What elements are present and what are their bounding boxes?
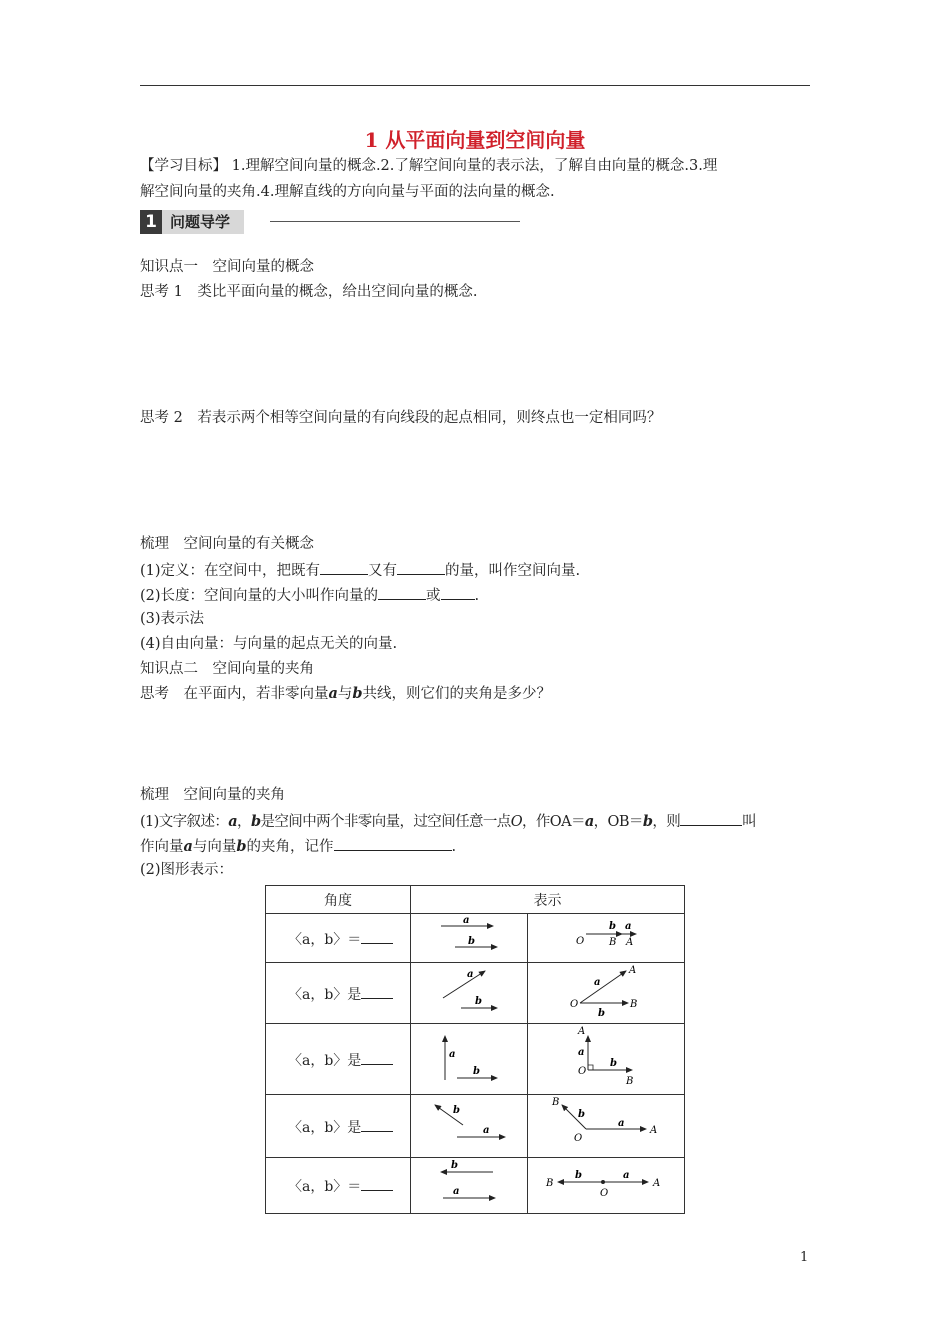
acute-angle-figure	[528, 963, 684, 1023]
label-B: B	[546, 1178, 554, 1189]
label-A: A	[653, 1178, 661, 1189]
representation-line: (3)表示法	[140, 611, 205, 627]
label-A: A	[629, 965, 637, 976]
label-a: a	[623, 1170, 630, 1181]
length-text-a: (2)长度：空间向量的大小叫作向量的	[140, 588, 379, 604]
desc-text-d: ，作OA＝	[522, 814, 585, 830]
label-a: a	[618, 1118, 625, 1129]
angle-figure-cell	[528, 1158, 685, 1214]
vector-b-symbol: b	[250, 813, 261, 830]
label-a: a	[449, 1049, 456, 1060]
vector-figure-cell	[411, 1024, 528, 1095]
definition-text-a: (1)定义：在空间中，把既有	[140, 563, 321, 579]
angle-figure-cell	[528, 1024, 685, 1095]
header-angle: 角度	[266, 886, 411, 914]
obtuse-angle-figure	[528, 1095, 684, 1157]
blank-3[interactable]	[378, 584, 426, 600]
page-number: 1	[800, 1250, 809, 1265]
vector-figure-cell	[411, 914, 528, 963]
vector-b-symbol: b	[236, 838, 247, 855]
think-3-text-a: 思考 在平面内，若非零向量	[140, 686, 329, 702]
vector-figure-cell	[411, 1158, 528, 1214]
row-label: 〈a，b〉是	[288, 1119, 362, 1136]
knowledge-point-1: 知识点一 空间向量的概念	[140, 259, 314, 275]
angle-description-line1	[140, 810, 756, 832]
knowledge-point-2: 知识点二 空间向量的夹角	[140, 661, 314, 677]
perpendicular-vectors	[411, 1024, 527, 1094]
label-o: O	[578, 1066, 587, 1077]
label-b: b	[475, 996, 482, 1007]
label-o: O	[570, 999, 579, 1010]
row-label: 〈a，b〉＝	[288, 1179, 362, 1195]
section-rule	[270, 221, 520, 222]
label-b: b	[468, 936, 475, 947]
acute-vectors	[411, 963, 527, 1023]
desc-text-g: 叫	[742, 814, 757, 830]
label-B: B	[626, 1076, 634, 1087]
definition-text-c: 的量，叫作空间向量.	[445, 563, 581, 579]
definition-text-b: 又有	[368, 563, 398, 579]
blank-5[interactable]	[680, 810, 742, 826]
label-A: A	[626, 937, 634, 948]
same-direction-angle-figure	[528, 914, 684, 962]
label-a: a	[453, 1186, 460, 1197]
table-row	[266, 963, 685, 1024]
desc2-text-a: 作向量	[140, 839, 184, 855]
desc-text-c: 是空间中两个非零向量，过空间任意一点	[260, 814, 511, 830]
obtuse-vectors	[411, 1095, 527, 1157]
angle-description-line2	[140, 835, 456, 857]
label-A: A	[650, 1125, 658, 1136]
figure-representation-label: (2)图形表示：	[140, 862, 234, 878]
blank-4[interactable]	[441, 584, 475, 600]
definition-line	[140, 559, 580, 581]
label-a: a	[463, 915, 470, 926]
page-title: 1 从平面向量到空间向量	[364, 128, 586, 152]
length-line	[140, 584, 479, 606]
think-1: 思考 1 类比平面向量的概念，给出空间向量的概念.	[140, 284, 478, 300]
row-label: 〈a，b〉是	[288, 986, 362, 1003]
vector-b-symbol: b	[642, 813, 653, 830]
blank-2[interactable]	[397, 559, 445, 575]
table-header-row	[266, 886, 685, 914]
row-label-cell	[266, 1095, 411, 1158]
angle-figure-cell	[528, 1095, 685, 1158]
vector-a-symbol: a	[328, 685, 338, 702]
label-b: b	[578, 1109, 585, 1120]
opposite-vectors	[411, 1158, 527, 1213]
think-3	[140, 684, 551, 704]
blank-6[interactable]	[334, 835, 452, 851]
think-2: 思考 2 若表示两个相等空间向量的有向线段的起点相同，则终点也一定相同吗？	[140, 410, 662, 426]
vector-a-symbol: a	[183, 838, 193, 855]
blank-1[interactable]	[320, 559, 368, 575]
angle-table	[265, 885, 685, 1214]
desc-text-b: ，	[237, 814, 251, 830]
summary-2-heading: 梳理 空间向量的夹角	[140, 787, 285, 803]
table-row	[266, 914, 685, 963]
row-label-cell	[266, 1158, 411, 1214]
answer-blank[interactable]	[361, 1049, 393, 1065]
vector-a-symbol: a	[584, 813, 594, 830]
table-row	[266, 1024, 685, 1095]
header-rule	[140, 85, 810, 86]
label-B: B	[552, 1097, 560, 1108]
learning-goals-line1: 【学习目标】 1.理解空间向量的概念.2.了解空间向量的表示法，了解自由向量的概念.3.理	[140, 158, 718, 174]
label-b: b	[453, 1105, 460, 1116]
desc2-text-b: 与向量	[192, 839, 237, 855]
label-a: a	[578, 1047, 585, 1058]
answer-blank[interactable]	[361, 928, 393, 944]
label-A: A	[578, 1026, 586, 1037]
label-b: b	[473, 1066, 480, 1077]
table-row	[266, 1158, 685, 1214]
vector-figure-cell	[411, 963, 528, 1024]
label-o: O	[600, 1188, 609, 1199]
think-3-text-c: 共线，则它们的夹角是多少？	[362, 686, 552, 702]
vector-a-symbol: a	[228, 813, 238, 830]
header-representation: 表示	[411, 886, 685, 914]
length-text-c: .	[474, 588, 480, 604]
label-B: B	[630, 999, 638, 1010]
desc-text-e: ，OB＝	[593, 814, 643, 830]
vector-b-symbol: b	[352, 685, 363, 702]
learning-goals-line2: 解空间向量的夹角.4.理解直线的方向向量与平面的法向量的概念.	[140, 184, 555, 200]
label-b: b	[451, 1160, 458, 1171]
label-b: b	[609, 921, 616, 932]
think-3-text-b: 与	[337, 686, 353, 702]
section-header	[140, 210, 244, 234]
row-label: 〈a，b〉是	[288, 1052, 362, 1069]
row-label-cell	[266, 914, 411, 963]
section-number: 1	[140, 210, 162, 234]
row-label-cell	[266, 963, 411, 1024]
section-title: 问题导学	[162, 210, 244, 234]
desc-text-f: ，则	[652, 814, 681, 830]
same-direction-vectors	[411, 914, 527, 962]
label-a: a	[625, 921, 632, 932]
row-label: 〈a，b〉＝	[288, 931, 362, 948]
free-vector-line: (4)自由向量：与向量的起点无关的向量.	[140, 636, 398, 652]
label-a: a	[467, 969, 474, 980]
answer-blank[interactable]	[361, 983, 393, 999]
answer-blank[interactable]	[361, 1175, 393, 1191]
summary-1-heading: 梳理 空间向量的有关概念	[140, 536, 314, 552]
length-text-b: 或	[426, 588, 441, 604]
table-row	[266, 1095, 685, 1158]
opposite-angle-figure	[528, 1158, 684, 1213]
label-o: O	[574, 1133, 583, 1144]
right-angle-figure	[528, 1024, 684, 1094]
desc2-text-c: 的夹角，记作	[246, 839, 334, 855]
label-o: O	[576, 936, 585, 947]
desc2-text-d: .	[451, 839, 457, 855]
label-b: b	[598, 1008, 605, 1019]
angle-figure-cell	[528, 963, 685, 1024]
row-label-cell	[266, 1024, 411, 1095]
label-a: a	[483, 1125, 490, 1136]
desc-text-a: (1)文字叙述：	[140, 814, 229, 830]
angle-figure-cell	[528, 914, 685, 963]
label-B: B	[609, 937, 617, 948]
label-b: b	[610, 1058, 617, 1069]
vector-figure-cell	[411, 1095, 528, 1158]
label-b: b	[575, 1170, 582, 1181]
answer-blank[interactable]	[361, 1116, 393, 1132]
point-o-symbol: O	[510, 814, 522, 830]
label-a: a	[594, 977, 601, 988]
